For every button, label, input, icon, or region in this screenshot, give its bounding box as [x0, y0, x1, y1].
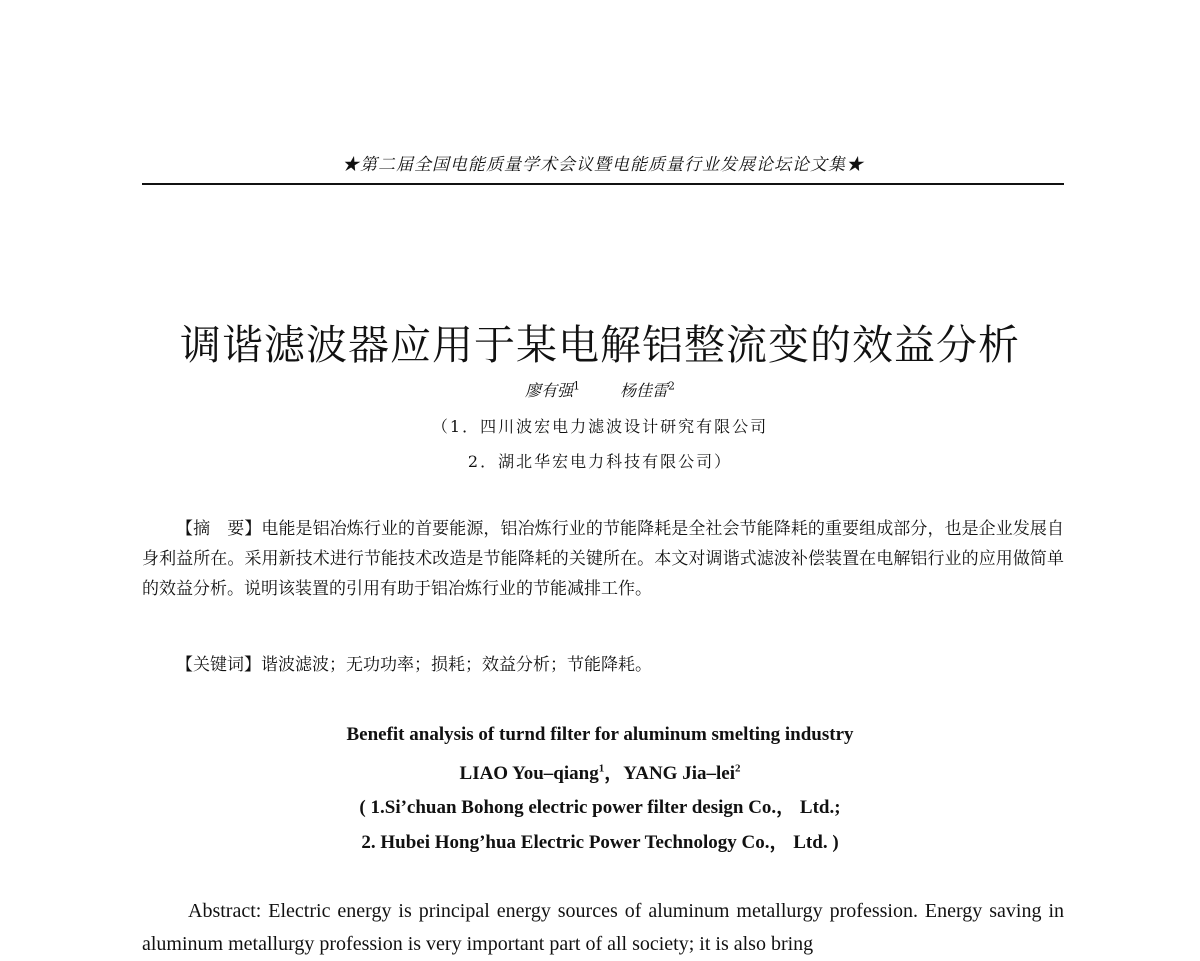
running-header: ★第二届全国电能质量学术会议暨电能质量行业发展论坛论文集★ — [342, 155, 864, 175]
author-1-name: 廖有强 — [524, 381, 573, 400]
author-2-name: 杨佳雷 — [620, 381, 669, 400]
authors-cn — [100, 378, 1100, 401]
author-separator-en: ， — [604, 763, 624, 784]
header-rule — [142, 183, 1064, 185]
author-1-affiliation-mark-en: 1 — [598, 762, 605, 775]
affiliation-en-2: 2. Hubei Hong’hua Electric Power Technology Co.， Ltd. ) — [361, 832, 839, 853]
author-2-name-en: YANG Jia–lei — [623, 763, 735, 784]
authors-en — [100, 758, 1100, 785]
author-1-affiliation-mark: 1 — [573, 379, 580, 393]
keywords-cn: 【关键词】谐波滤波；无功功率；损耗；效益分析；节能降耗。 — [176, 655, 652, 675]
author-2-affiliation-mark: 2 — [668, 379, 676, 393]
paper-title-en: Benefit analysis of turnd filter for aluminum smelting industry — [346, 724, 854, 745]
affiliation-en-1: ( 1.Si’chuan Bohong electric power filter design Co.， Ltd.; — [359, 797, 841, 818]
abstract-cn: 【摘 要】电能是铝冶炼行业的首要能源，铝冶炼行业的节能降耗是全社会节能降耗的重要组成部分，也是企业发展自身利益所在。采用新技术进行节能技术改造是节能降耗的关键所在。本文对调谐式滤波补偿装置在电解铝行业的应用做简单的效益分析。说明该装置的引用有助于铝冶炼行业的节能减排工作。 — [142, 519, 1064, 599]
abstract-en: Abstract: Electric energy is principal energy sources of aluminum metallurgy profession. Energy saving in aluminum metallurgy profession is very important part of all society; it is also bring — [142, 900, 1064, 955]
affiliation-cn-1: （1．四川波宏电力滤波设计研究有限公司 — [431, 417, 769, 436]
affiliation-cn-2: 2．湖北华宏电力科技有限公司） — [467, 452, 733, 471]
author-1-name-en: LIAO You–qiang — [459, 763, 599, 784]
author-2-affiliation-mark-en: 2 — [734, 762, 741, 775]
paper-title-cn: 调谐滤波器应用于某电解铝整流变的效益分析 — [180, 321, 1020, 369]
